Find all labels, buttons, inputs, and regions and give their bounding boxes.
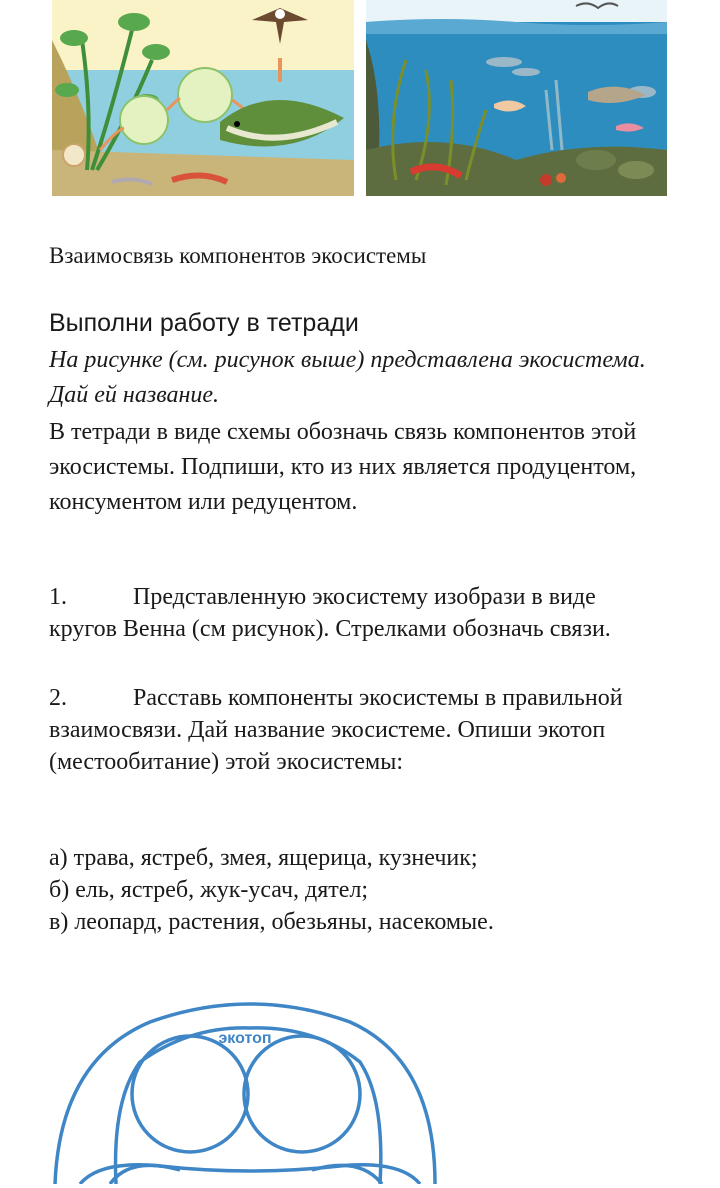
options-list bbox=[49, 842, 494, 938]
option-c: в) леопард, растения, обезьяны, насекомые. bbox=[49, 909, 494, 935]
marine-ecosystem-image bbox=[366, 0, 667, 196]
venn-lower-circle-right bbox=[312, 1165, 382, 1184]
task-item-2 bbox=[49, 682, 659, 778]
task-item-2-number: 2. bbox=[49, 685, 67, 711]
venn-diagram bbox=[40, 1000, 460, 1184]
task-intro-italic: На рисунке (см. рисунок выше) представлена экосистема. Дай ей название. bbox=[49, 347, 646, 408]
venn-label: экотоп bbox=[218, 1030, 272, 1047]
venn-circle-left bbox=[132, 1036, 248, 1152]
venn-lower-circle-left bbox=[110, 1165, 180, 1184]
option-b: б) ель, ястреб, жук-усач, дятел; bbox=[49, 877, 369, 903]
figure-caption: Взаимосвязь компонентов экосистемы bbox=[49, 243, 427, 268]
task-instructions: В тетради в виде схемы обозначь связь компонентов этой экосистемы. Подпиши, кто из них является продуцентом, консументом или редуцентом. bbox=[49, 419, 637, 515]
task-item-1-text: Представленную экосистему изобрази в виде кругов Венна (см рисунок). Стрелками обозначь связи. bbox=[49, 584, 611, 642]
task-title: Выполни работу в тетради bbox=[49, 309, 359, 337]
option-a: а) трава, ястреб, змея, ящерица, кузнечик; bbox=[49, 845, 478, 871]
task-item-1 bbox=[49, 581, 659, 645]
freshwater-ecosystem-image bbox=[52, 0, 354, 196]
task-item-2-text: Расставь компоненты экосистемы в правильной взаимосвязи. Дай название экосистеме. Опиши экотоп (местообитание) этой экосистемы: bbox=[49, 685, 623, 775]
venn-circle-right bbox=[244, 1036, 360, 1152]
task-item-1-number: 1. bbox=[49, 584, 67, 610]
